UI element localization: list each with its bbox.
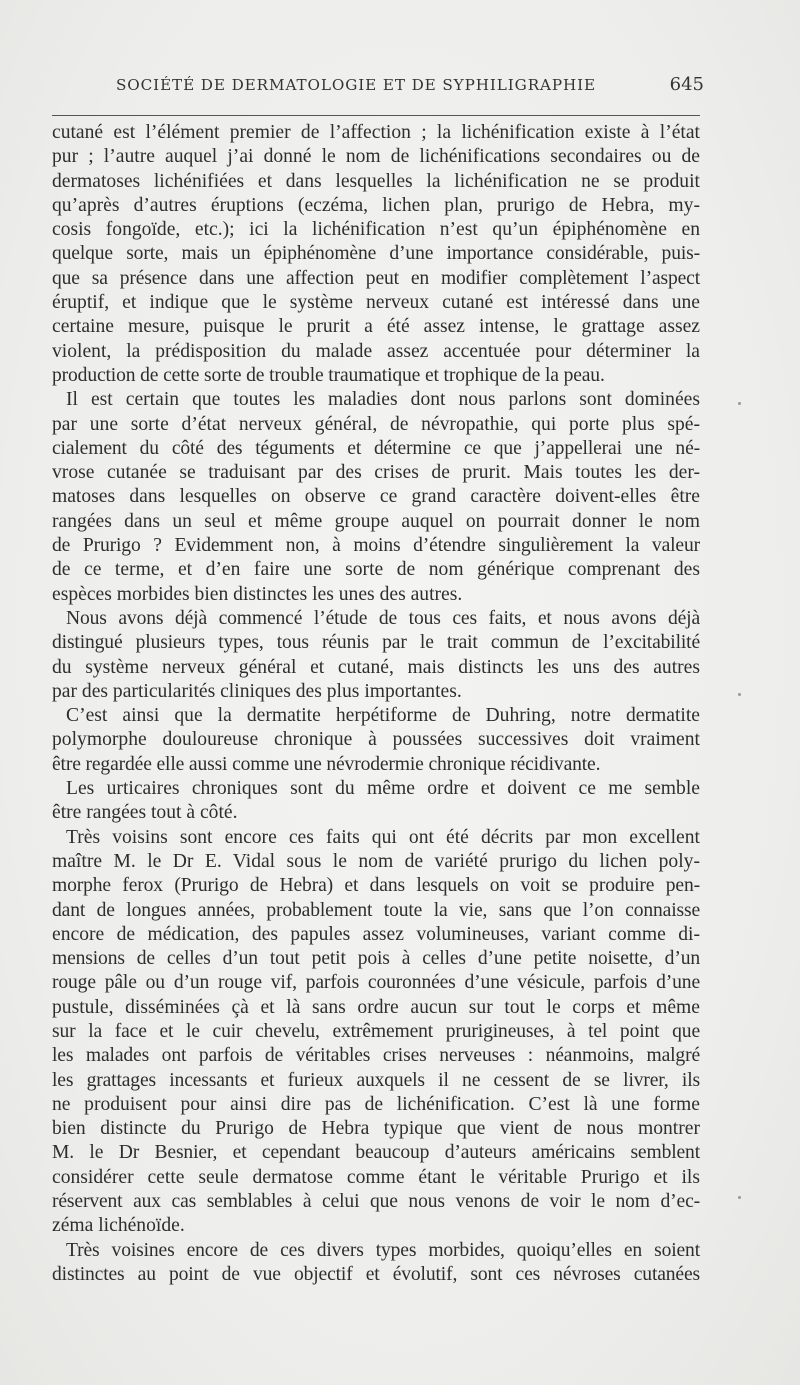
text-line: espèces morbides bien distinctes les unes des autres. <box>52 583 463 605</box>
running-title: SOCIÉTÉ DE DERMATOLOGIE ET DE SYPHILIGRAPHIE <box>116 76 597 94</box>
text-line: réservent aux cas semblables à celui que nous venons de voir le nom d’ec- <box>52 1191 700 1213</box>
text-line: vrose cutanée se traduisant par des crises de prurit. Mais toutes les der- <box>52 462 700 484</box>
body-text <box>52 121 700 1287</box>
paragraph-first-line: Les urticaires chroniques sont du même ordre et doivent ce me semble <box>66 778 700 800</box>
text-line: certaine mesure, puisque le prurit a été assez intense, le grattage assez <box>52 316 700 338</box>
text-line: distinctes au point de vue objectif et évolutif, sont ces névroses cutanées <box>52 1263 700 1285</box>
text-line: sur la face et le cuir chevelu, extrêmement prurigineuses, à tel point que <box>52 1020 700 1042</box>
paragraph-first-line: Très voisins sont encore ces faits qui ont été décrits par mon excellent <box>66 826 700 848</box>
paragraph-first-line: Nous avons déjà commencé l’étude de tous ces faits, et nous avons déjà <box>66 607 700 629</box>
text-line: pur ; l’autre auquel j’ai donné le nom de lichénifications secondaires ou de <box>52 146 700 168</box>
page-number: 645 <box>669 74 704 95</box>
text-line: les grattages incessants et furieux auxquels il ne cessent de se livrer, ils <box>52 1069 700 1091</box>
margin-speck <box>738 693 741 696</box>
text-line: M. le Dr Besnier, et cependant beaucoup d’auteurs américains semblent <box>52 1142 700 1164</box>
text-line: cialement du côté des téguments et détermine ce que j’appellerai une né- <box>52 437 700 459</box>
text-line: violent, la prédisposition du malade assez accentuée pour déterminer la <box>52 340 700 362</box>
header-rule <box>52 115 700 116</box>
text-line: cosis fongoïde, etc.); ici la lichénification n’est qu’un épiphénomène en <box>52 219 700 241</box>
text-line: cutané est l’élément premier de l’affection ; la lichénification existe à l’état <box>52 122 700 143</box>
text-line: polymorphe douloureuse chronique à poussées successives doit vraiment <box>52 729 700 751</box>
text-line: considérer cette seule dermatose comme étant le véritable Prurigo et ils <box>52 1166 700 1188</box>
text-line: bien distincte du Prurigo de Hebra typique que vient de nous montrer <box>52 1118 700 1140</box>
text-line: zéma lichénoïde. <box>52 1215 185 1237</box>
margin-speck <box>738 1196 741 1199</box>
text-line: être regardée elle aussi comme une névrodermie chronique récidivante. <box>52 753 601 775</box>
paragraph-first-line: Il est certain que toutes les maladies dont nous parlons sont dominées <box>66 389 700 411</box>
text-line: ne produisent pour ainsi dire pas de lichénification. C’est là une forme <box>52 1093 700 1115</box>
text-line: matoses dans lesquelles on observe ce grand caractère doivent-elles être <box>52 486 700 508</box>
paragraph-first-line: Très voisines encore de ces divers types morbides, quoiqu’elles en soient <box>66 1239 700 1261</box>
text-line: qu’après d’autres éruptions (eczéma, lichen plan, prurigo de Hebra, my- <box>52 194 700 216</box>
text-line: par des particularités cliniques des plus importantes. <box>52 680 462 702</box>
text-line: mensions de celles d’un tout petit pois à celles d’une petite noisette, d’un <box>52 948 700 970</box>
text-line: dant de longues années, probablement toute la vie, sans que l’on connaisse <box>52 899 700 921</box>
text-line: du système nerveux général et cutané, mais distincts les uns des autres <box>52 656 700 678</box>
text-line: pustule, disséminées çà et là sans ordre aucun sur tout le corps et même <box>52 996 700 1018</box>
text-line: rangées dans un seul et même groupe auquel on pourrait donner le nom <box>52 510 700 532</box>
margin-speck <box>738 402 741 405</box>
running-header <box>52 76 702 102</box>
text-line: dermatoses lichénifiées et dans lesquelles la lichénification ne se produit <box>52 170 700 192</box>
paragraph-first-line: C’est ainsi que la dermatite herpétiforme de Duhring, notre dermatite <box>66 705 700 727</box>
text-line: les malades ont parfois de véritables crises nerveuses : néanmoins, malgré <box>52 1045 700 1067</box>
text-line: maître M. le Dr E. Vidal sous le nom de variété prurigo du lichen poly- <box>52 850 700 872</box>
text-line: éruptif, et indique que le système nerveux cutané est intéressé dans une <box>52 292 700 314</box>
text-line: quelque sorte, mais un épiphénomène d’une importance considérable, puis- <box>52 243 700 265</box>
text-line: par une sorte d’état nerveux général, de névropathie, qui porte plus spé- <box>52 413 700 435</box>
text-line: que sa présence dans une affection peut en modifier complètement l’aspect <box>52 267 700 289</box>
text-line: rouge pâle ou d’un rouge vif, parfois couronnées d’une vésicule, parfois d’une <box>52 972 700 994</box>
text-line: distingué plusieurs types, tous réunis par le trait commun de l’excitabilité <box>52 632 700 654</box>
text-line: de Prurigo ? Evidemment non, à moins d’étendre singulièrement la valeur <box>52 535 700 557</box>
text-line: production de cette sorte de trouble traumatique et trophique de la peau. <box>52 364 605 386</box>
text-line: morphe ferox (Prurigo de Hebra) et dans lesquels on voit se produire pen- <box>52 875 700 897</box>
text-line: être rangées tout à côté. <box>52 802 238 824</box>
text-line: de ce terme, et d’en faire une sorte de nom générique comprenant des <box>52 559 700 581</box>
text-line: encore de médication, des papules assez volumineuses, variant comme di- <box>52 923 700 945</box>
